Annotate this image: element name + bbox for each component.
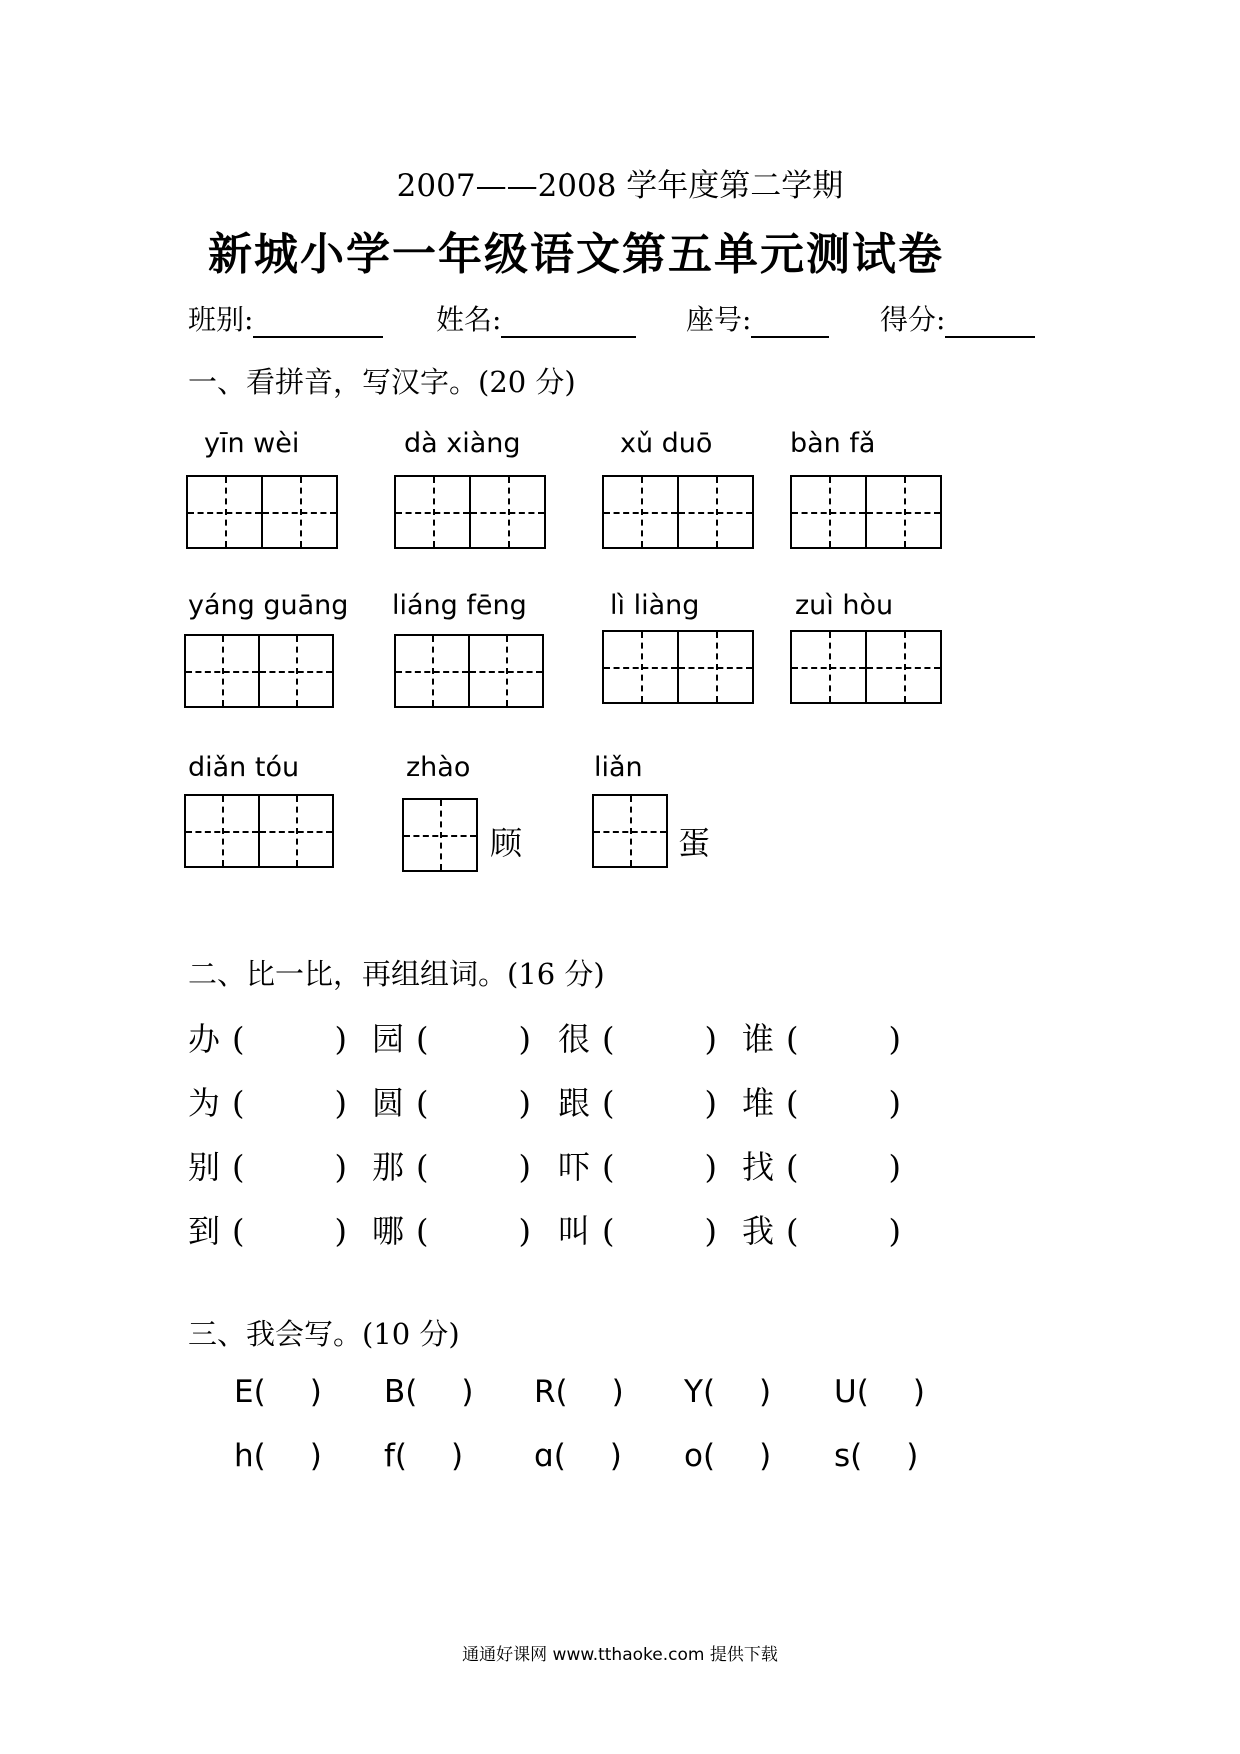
open-paren: ( — [602, 1020, 615, 1058]
letter-item — [834, 1374, 925, 1410]
open-paren: ( — [232, 1084, 245, 1122]
class-field — [188, 298, 383, 338]
letter-char: f — [384, 1438, 395, 1474]
word-group-char: 我 — [742, 1212, 775, 1250]
letter-item — [384, 1374, 474, 1410]
open-paren: ( — [786, 1020, 799, 1058]
writing-grid-zuihou[interactable] — [790, 630, 942, 704]
word-group-char: 办 — [188, 1020, 221, 1058]
score-blank[interactable] — [945, 310, 1035, 338]
open-paren: ( — [394, 1438, 408, 1474]
pinyin-liangfeng: liáng fēng — [392, 590, 527, 621]
pinyin-zhao: zhào — [406, 752, 471, 783]
name-label: 姓名: — [436, 303, 502, 336]
letter-char: ɑ — [534, 1438, 554, 1474]
writing-grid-xuduo[interactable] — [602, 475, 754, 549]
letter-item — [534, 1374, 624, 1410]
open-paren: ( — [786, 1084, 799, 1122]
seat-field — [686, 298, 829, 338]
pinyin-banfa: bàn fǎ — [790, 428, 876, 459]
open-paren: ( — [253, 1374, 266, 1410]
word-group-char: 别 — [188, 1148, 221, 1186]
letter-item — [234, 1374, 322, 1410]
close-paren: ) — [759, 1374, 772, 1410]
exam-title: 新城小学一年级语文第五单元测试卷 — [208, 229, 944, 280]
pinyin-diantou: diǎn tóu — [188, 752, 300, 783]
writing-grid-lian[interactable] — [592, 794, 668, 868]
pinyin-yinwei: yīn wèi — [204, 428, 300, 459]
letter-char: h — [234, 1438, 254, 1474]
word-group-char: 吓 — [558, 1148, 591, 1186]
open-paren: ( — [856, 1374, 869, 1410]
score-label: 得分: — [880, 303, 946, 336]
open-paren: ( — [702, 1374, 716, 1410]
word-group-item — [742, 1014, 901, 1060]
close-paren: ) — [334, 1020, 347, 1058]
letter-char: Y — [684, 1374, 703, 1410]
word-group-item — [742, 1142, 901, 1188]
open-paren: ( — [416, 1020, 429, 1058]
word-group-item — [372, 1206, 531, 1252]
pinyin-liliang: lì liàng — [610, 590, 700, 621]
close-paren: ) — [704, 1148, 717, 1186]
open-paren: ( — [553, 1438, 566, 1474]
letter-char: U — [834, 1374, 857, 1410]
close-paren: ) — [518, 1212, 531, 1250]
word-group-item — [372, 1142, 531, 1188]
word-group-item — [558, 1014, 717, 1060]
close-paren: ) — [518, 1020, 531, 1058]
close-paren: ) — [704, 1020, 717, 1058]
word-group-item — [558, 1078, 717, 1124]
close-paren: ) — [461, 1374, 474, 1410]
letter-char: s — [834, 1438, 851, 1474]
pinyin-zuihou: zuì hòu — [795, 590, 894, 621]
seat-blank[interactable] — [751, 310, 829, 338]
letter-char: R — [534, 1374, 556, 1410]
close-paren: ) — [888, 1020, 901, 1058]
pinyin-xuduo: xǔ duō — [620, 428, 713, 459]
open-paren: ( — [232, 1212, 245, 1250]
pinyin-daxiang: dà xiàng — [404, 428, 521, 459]
word-group-item — [372, 1014, 531, 1060]
word-group-char: 叫 — [558, 1212, 591, 1250]
class-blank[interactable] — [253, 310, 383, 338]
writing-grid-zhao[interactable] — [402, 798, 478, 872]
word-group-item — [188, 1206, 347, 1252]
close-paren: ) — [518, 1148, 531, 1186]
char-dan: 蛋 — [678, 824, 711, 862]
word-group-char: 园 — [372, 1020, 405, 1058]
open-paren: ( — [416, 1084, 429, 1122]
open-paren: ( — [405, 1374, 418, 1410]
section3-heading: 三、我会写。(10 分) — [188, 1317, 460, 1351]
pinyin-yangguang: yáng guāng — [188, 590, 349, 621]
open-paren: ( — [232, 1020, 245, 1058]
open-paren: ( — [555, 1374, 568, 1410]
open-paren: ( — [416, 1148, 429, 1186]
writing-grid-daxiang[interactable] — [394, 475, 546, 549]
writing-grid-yangguang[interactable] — [184, 634, 334, 708]
letter-item — [834, 1438, 918, 1474]
word-group-char: 找 — [742, 1148, 775, 1186]
close-paren: ) — [704, 1084, 717, 1122]
writing-grid-liliang[interactable] — [602, 630, 754, 704]
school-year-line: 2007——2008 学年度第二学期 — [396, 168, 844, 204]
close-paren: ) — [609, 1438, 622, 1474]
close-paren: ) — [334, 1084, 347, 1122]
word-group-char: 跟 — [558, 1084, 591, 1122]
pinyin-lian: liǎn — [594, 752, 643, 783]
close-paren: ) — [912, 1374, 925, 1410]
writing-grid-banfa[interactable] — [790, 475, 942, 549]
close-paren: ) — [888, 1084, 901, 1122]
section2-heading: 二、比一比，再组组词。(16 分) — [188, 957, 605, 991]
close-paren: ) — [309, 1374, 322, 1410]
writing-grid-diantou[interactable] — [184, 794, 334, 868]
word-group-char: 那 — [372, 1148, 405, 1186]
word-group-char: 哪 — [372, 1212, 405, 1250]
writing-grid-liangfeng[interactable] — [394, 634, 544, 708]
open-paren: ( — [416, 1212, 429, 1250]
open-paren: ( — [602, 1148, 615, 1186]
word-group-item — [558, 1142, 717, 1188]
writing-grid-yinwei[interactable] — [186, 475, 338, 549]
word-group-item — [558, 1206, 717, 1252]
word-group-item — [742, 1206, 901, 1252]
word-group-item — [188, 1142, 347, 1188]
footer-source: 通通好课网 www.tthaoke.com 提供下载 — [462, 1645, 778, 1665]
char-gu: 顾 — [490, 824, 523, 862]
close-paren: ) — [309, 1438, 322, 1474]
close-paren: ) — [334, 1148, 347, 1186]
word-group-char: 到 — [188, 1212, 221, 1250]
open-paren: ( — [602, 1212, 615, 1250]
close-paren: ) — [451, 1438, 464, 1474]
name-field — [436, 298, 636, 338]
section1-heading: 一、看拼音，写汉字。(20 分) — [188, 365, 576, 399]
close-paren: ) — [334, 1212, 347, 1250]
letter-char: o — [684, 1438, 703, 1474]
open-paren: ( — [253, 1438, 266, 1474]
close-paren: ) — [611, 1374, 624, 1410]
letter-item — [384, 1438, 463, 1474]
letter-item — [534, 1438, 622, 1474]
open-paren: ( — [702, 1438, 716, 1474]
word-group-item — [372, 1078, 531, 1124]
word-group-char: 圆 — [372, 1084, 405, 1122]
close-paren: ) — [906, 1438, 919, 1474]
word-group-char: 堆 — [742, 1084, 775, 1122]
word-group-item — [188, 1014, 347, 1060]
close-paren: ) — [518, 1084, 531, 1122]
letter-item — [234, 1438, 322, 1474]
close-paren: ) — [704, 1212, 717, 1250]
letter-item — [684, 1438, 771, 1474]
open-paren: ( — [786, 1148, 799, 1186]
word-group-char: 为 — [188, 1084, 221, 1122]
word-group-item — [742, 1078, 901, 1124]
close-paren: ) — [888, 1148, 901, 1186]
word-group-item — [188, 1078, 347, 1124]
open-paren: ( — [602, 1084, 615, 1122]
open-paren: ( — [850, 1438, 863, 1474]
name-blank[interactable] — [501, 310, 636, 338]
letter-char: E — [234, 1374, 254, 1410]
open-paren: ( — [786, 1212, 799, 1250]
class-label: 班别: — [188, 303, 254, 336]
close-paren: ) — [759, 1438, 772, 1474]
open-paren: ( — [232, 1148, 245, 1186]
score-field — [880, 298, 1035, 338]
letter-item — [684, 1374, 771, 1410]
close-paren: ) — [888, 1212, 901, 1250]
word-group-char: 谁 — [742, 1020, 775, 1058]
word-group-char: 很 — [558, 1020, 591, 1058]
letter-char: B — [384, 1374, 406, 1410]
seat-label: 座号: — [686, 303, 752, 336]
